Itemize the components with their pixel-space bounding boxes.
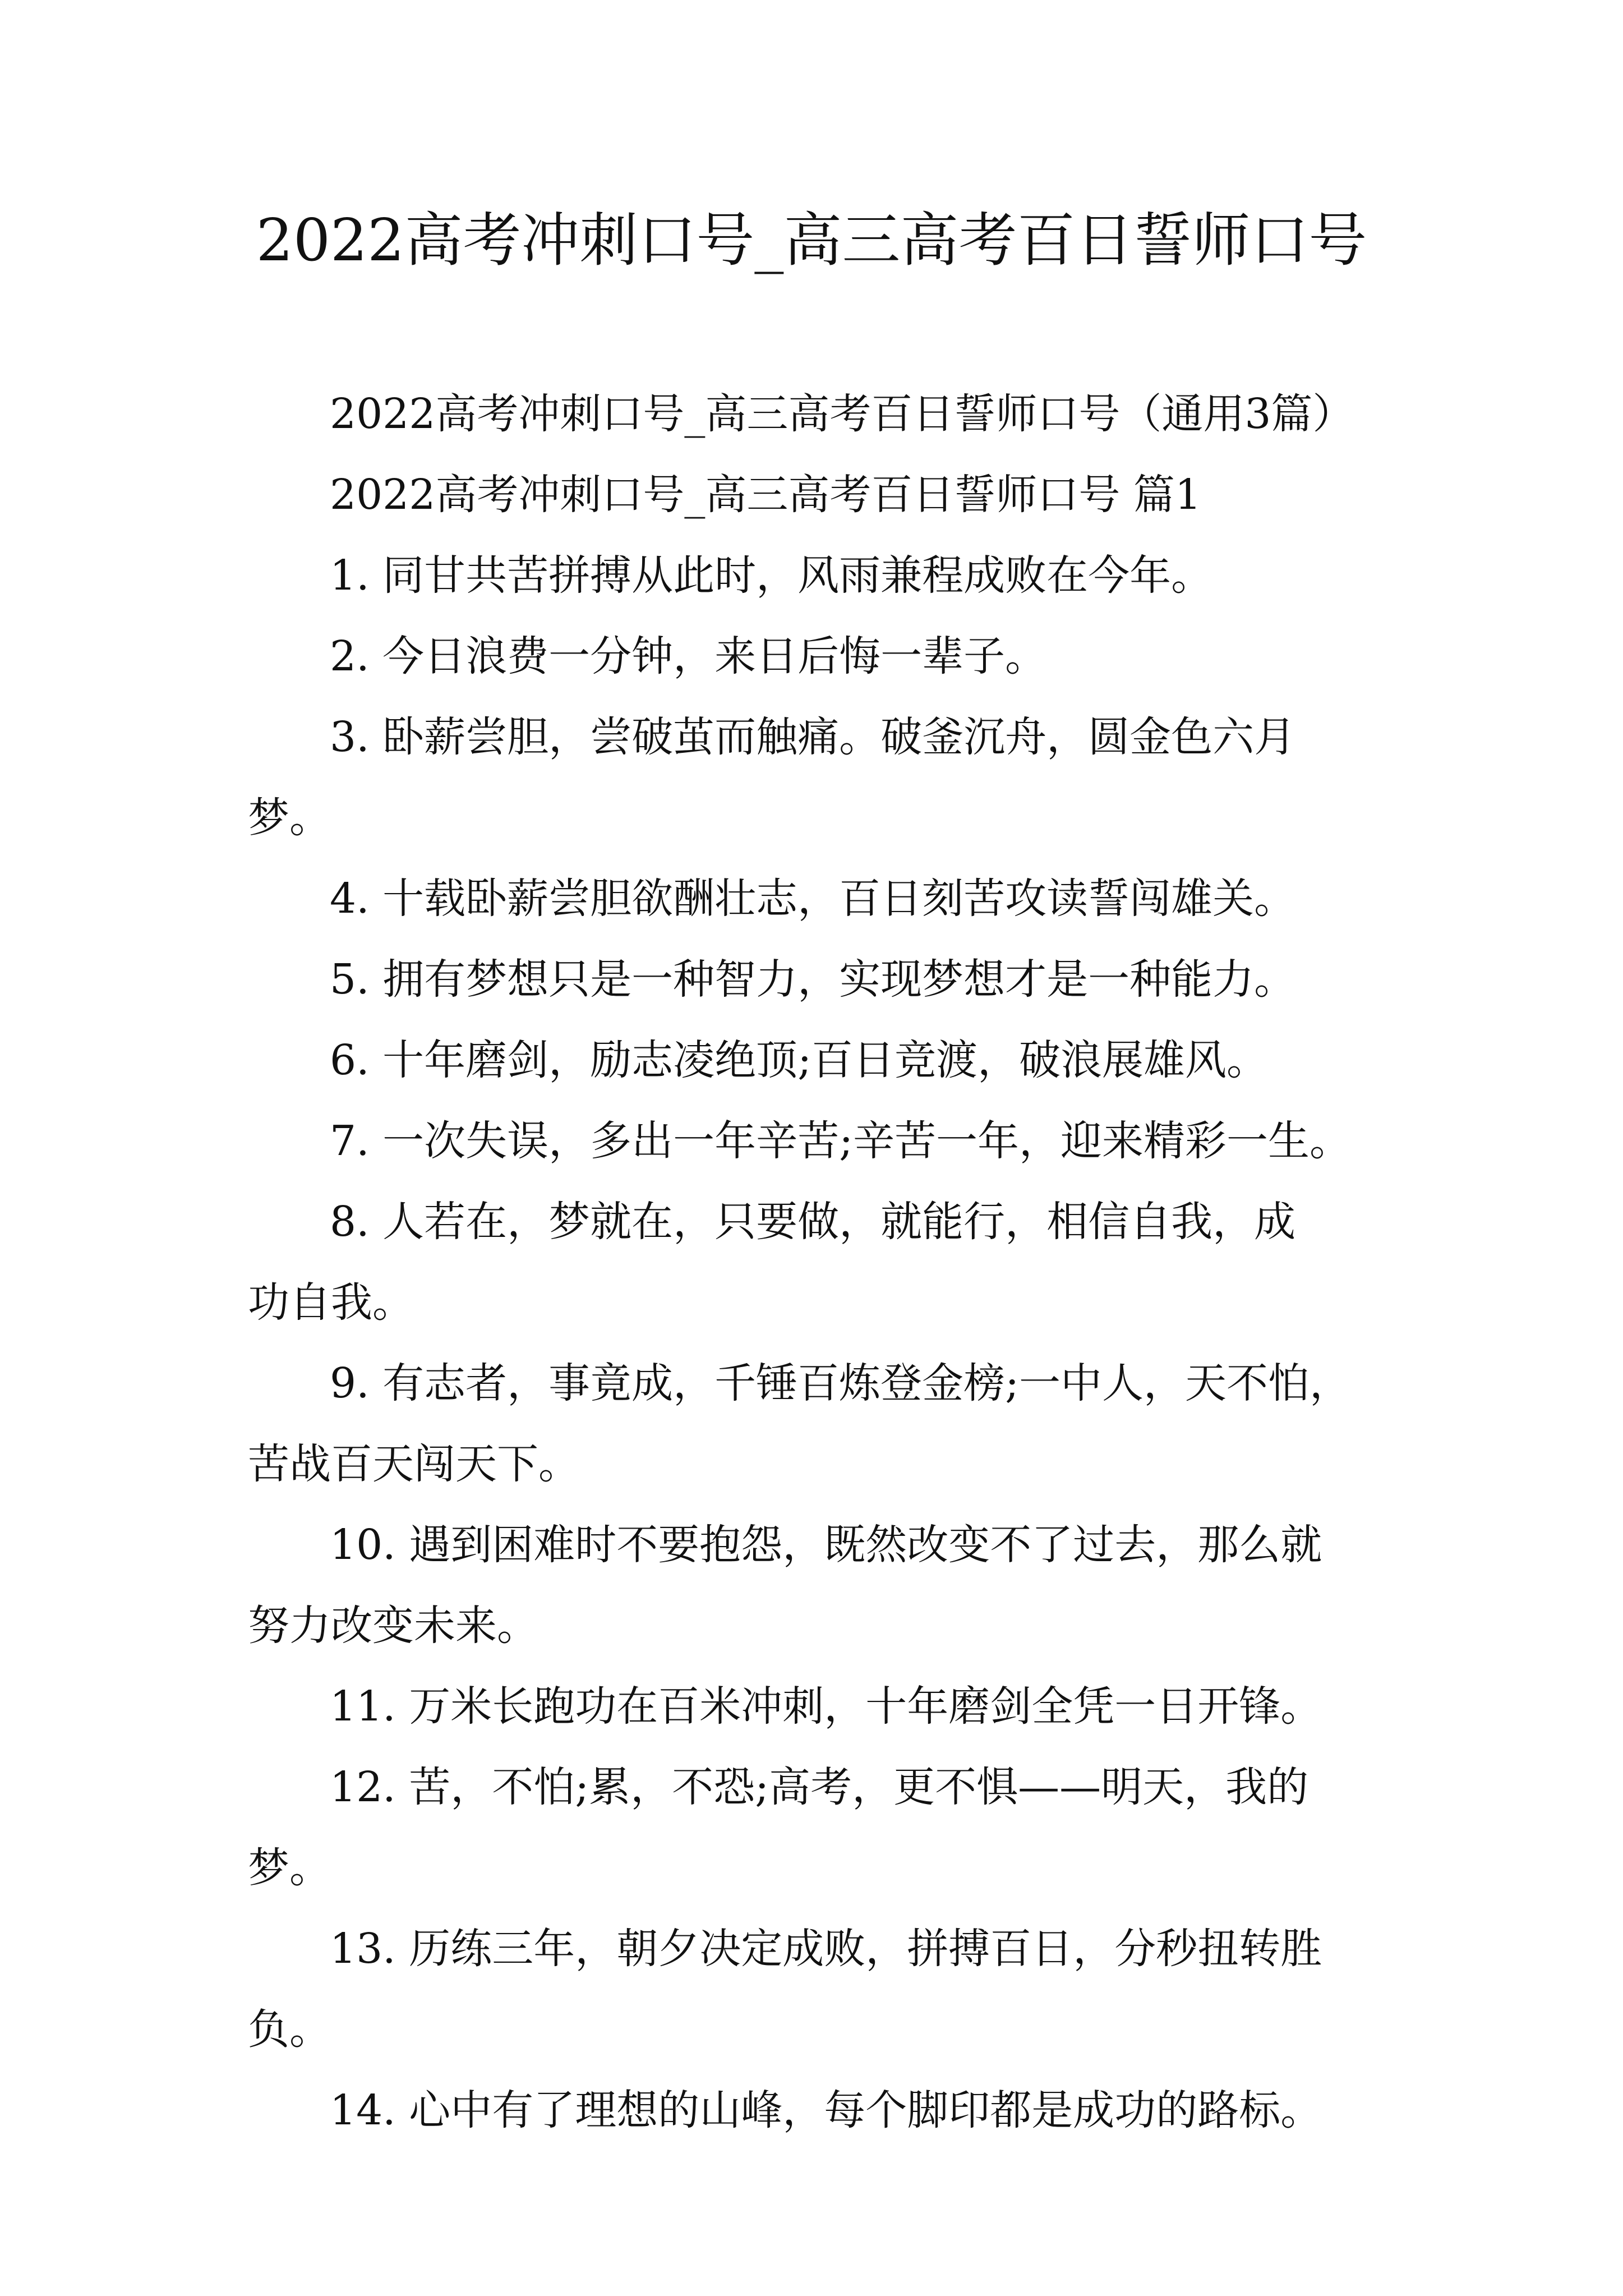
paragraph-line-continuation: 努力改变未来。 [248, 1602, 538, 1650]
paragraph-line: 11. 万米长跑功在百米冲刺，十年磨剑全凭一日开锋。 [330, 1682, 1322, 1731]
paragraph-line: 8. 人若在，梦就在，只要做，就能行，相信自我，成 [330, 1198, 1296, 1246]
paragraph-line-continuation: 负。 [248, 2005, 331, 2054]
paragraph-line: 6. 十年磨剑，励志凌绝顶;百日竞渡，破浪展雄风。 [330, 1036, 1269, 1084]
paragraph-line: 13. 历练三年，朝夕决定成败，拼搏百日，分秒扭转胜 [330, 1925, 1322, 1973]
paragraph-line: 9. 有志者，事竟成，千锤百炼登金榜;一中人，天不怕， [330, 1359, 1352, 1407]
document-title: 2022高考冲刺口号_高三高考百日誓师口号 [256, 206, 1367, 274]
paragraph-line: 2022高考冲刺口号_高三高考百日誓师口号 篇1 [330, 471, 1201, 519]
paragraph-line: 1. 同甘共苦拼搏从此时，风雨兼程成败在今年。 [330, 551, 1213, 600]
paragraph-line: 4. 十载卧薪尝胆欲酬壮志，百日刻苦攻读誓闯雄关。 [330, 875, 1296, 923]
paragraph-line-continuation: 苦战百天闯天下。 [248, 1440, 580, 1488]
paragraph-line-continuation: 梦。 [248, 1844, 331, 1892]
paragraph-line-continuation: 功自我。 [248, 1278, 414, 1327]
paragraph-line: 14. 心中有了理想的山峰，每个脚印都是成功的路标。 [330, 2086, 1322, 2134]
paragraph-line: 3. 卧薪尝胆，尝破茧而触痛。破釜沉舟，圆金色六月 [330, 713, 1296, 761]
paragraph-line-continuation: 梦。 [248, 794, 331, 842]
paragraph-line: 2022高考冲刺口号_高三高考百日誓师口号（通用3篇） [330, 390, 1354, 438]
paragraph-line: 2. 今日浪费一分钟，来日后悔一辈子。 [330, 632, 1047, 680]
paragraph-line: 5. 拥有梦想只是一种智力，实现梦想才是一种能力。 [330, 955, 1296, 1004]
paragraph-line: 7. 一次失误，多出一年辛苦;辛苦一年，迎来精彩一生。 [330, 1117, 1352, 1165]
paragraph-line: 10. 遇到困难时不要抱怨，既然改变不了过去，那么就 [330, 1521, 1322, 1569]
paragraph-line: 12. 苦，不怕;累，不恐;高考，更不惧——明天，我的 [330, 1763, 1309, 1811]
document-body [248, 374, 1375, 2151]
